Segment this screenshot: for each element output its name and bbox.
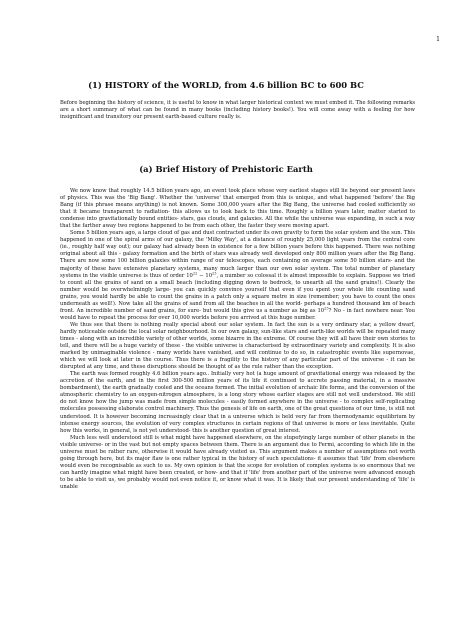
exponent: 23: [212, 270, 217, 275]
paragraph-fermi-argument: Much less well understood still is what might have happened elsewhere, on the stupefyingly large number of other planets in the visible universe- or in the vast but not empty spaces between them. There is an argument due to Fermi, according to which life in the universe must be rather rare, otherwise it would have already visited us. This argument makes a number of assumptions not worth going through here, but its major flaw is one rather typical in the history of such speculations- it assumes that 'life' from elsewhere would even be recognisable as such to us. My own opinion is that the scope for evolution of complex systems is so enormous that we can hardly imagine what might have been created, or how- and that if 'life' from another part of the universe were advanced enough to be able to visit us, we probably would not even notice it, or know what it was. It is likely that our present understanding of 'life' is unable: [60, 434, 415, 490]
paragraph-text: − 10: [197, 272, 213, 279]
exponent: 23: [324, 306, 329, 311]
chapter-heading: (1) HISTORY of the WORLD, from 4.6 billion BC to 600 BC: [88, 80, 364, 90]
page-number: 1: [436, 36, 440, 43]
paragraph-ordinary-sun: We thus see that there is nothing really special about our solar system. In fact the sun is a very ordinary star, a yellow dwarf, hardly noticeable outside the local solar neighbourhood. In our own galaxy, sun-like stars and earth-like worlds will be repeated many times - along with an incredible variety of other worlds, some bizarre in the extreme. Of course they will all have their own stories to tell, and there will be a huge variety of these - the visible universe is characterised by extraordinary variety and complexity. It is also marked by unimaginable violence - many worlds have vanished, and will continue to do so, in catastrophic events like supernovae, which we will look at later in the course. Thus there is a fragility to the history of any particular part of the universe - it can be disrupted at any time, and these disruptions should be thought of as the rule rather than the exception.: [60, 321, 415, 371]
paragraph-earth-formation: The earth was formed roughly 4.6 billion years ago.. Initially very hot (a huge amount of gravitational energy was released by the accretion of the earth, and in the first 300-500 million years of its life it continued to accrete passing material, in a massive bombardment), the earth gradually cooled and the oceans formed. The initial evolution of archaic life forms, and the conversion of the atmospheric chemistry to an oxygen-nitrogen atmosphere, is a long story whose earlier stages are still not well understood. We still do not know how the jump was made from simple molecules - easily formed anywhere in the universe - to complex self-replicating molecules possessing elaborate control machinery. Thus the genesis of life on earth, one of the great questions of our time, is still not understood. It is however becoming increasingly clear that in a universe which is held very far from thermodynamic equilibrium by intense energy sources, the evolution of very complex structures in certain regions of that universe is more or less inevitable. Quite how this works, in general, is not yet understood- this is another question of great interest.: [60, 371, 415, 434]
exponent: 22: [192, 270, 198, 275]
paragraph-big-bang: We now know that roughly 14.5 billion years ago, an event took place whose very earliest stages still lie beyond our present laws of physics. This was the 'Big Bang'. Whether the 'universe' that emerged from this is unique, and what happened 'before' the Big Bang (if this phrase means anything) is not known. Some 300,000 years after the Big Bang, the universe had cooled sufficiently so that it became transparent to radiation- this allows us to look back to this time. Roughly a billion years later, matter started to condense into gravitationally bound entities- stars, gas clouds, and galaxies. All the while the universe was expanding, in such a way that the farther away two regions happened to be from each other, the faster they were moving apart.: [60, 188, 415, 230]
paragraph-solar-system: [60, 230, 415, 322]
section-body: [60, 188, 415, 491]
paragraph-text: , a number so colossal it is almost impossible to explain. Suppose we tried to count all the grains of sand on a small beach (including digging down to bedrock, to unearth all the sand grains!). Clearly the number would be overwhelmingly large- you can quickly convince yourself that even if you spent your whole life counting sand grains, you would hardly be able to count the grains in a patch only a square metre in size (remember; you have to count the ones underneath as well!). Now take all the grains of sand from all the beaches in all the world- perhaps a hundred thousand km of beach front. An incredible number of sand grains, for sure- but would this give us a number as big as 10: [60, 272, 415, 314]
section-heading: (a) Brief History of Prehistoric Earth: [139, 164, 313, 174]
paragraph-text: Some 5 billion years ago, a large cloud of gas and dust contracted under its own gravity to form the solar system and the sun. This happened in one of the spiral arms of our galaxy, the 'Milky Way', at a distance of roughly 25,000 light years from the central core (ie., roughly half way out); our galaxy had already been in existence for a few billion years before this happened. There was nothing original about all this - galaxy formation and the birth of stars was already well developed only 800 million years after the Big Bang. There are now some 100 billion galaxies within range of our telescopes, each containing on average some 50 billion stars- and the majority of these have extensive planetary systems, many much larger than our own solar system. The total number of planetary systems in the visible universe is thus of order 10: [60, 230, 416, 279]
intro-paragraph: Before beginning the history of science, it is useful to know in what larger historical context we must embed it. The following remarks are a short summary of what can be found in many books (including history books!). You will come away with a feeling for how insignificant and transitory our present earth-based culture really is.: [60, 100, 415, 120]
paragraph-text: ? No - in fact nowhere near. You would have to repeat the process for over 10,000 worlds before you arrived at this huge number.: [60, 307, 415, 321]
